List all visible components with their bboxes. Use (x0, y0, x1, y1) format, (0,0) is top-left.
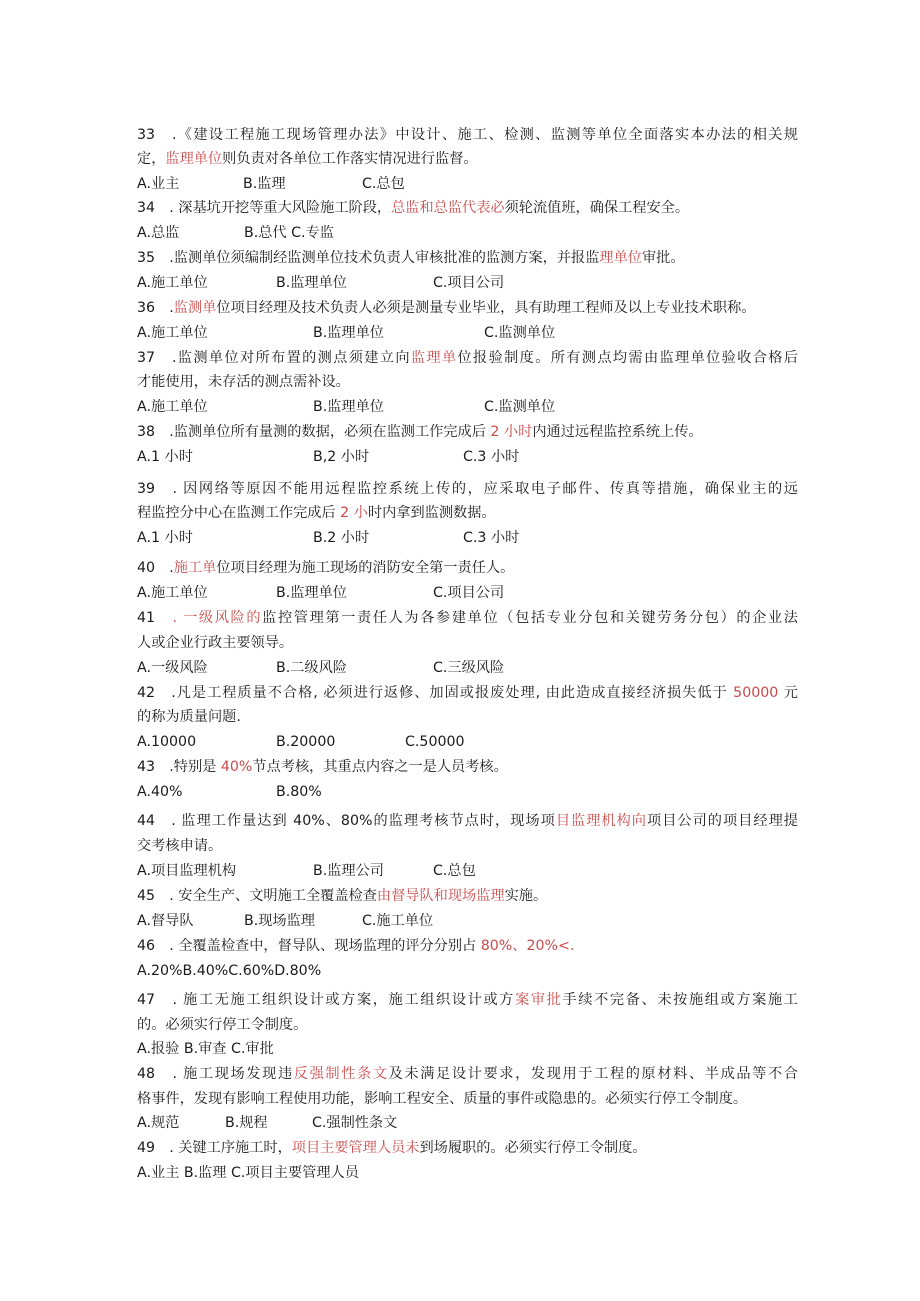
options-row (137, 731, 798, 753)
question-line (137, 607, 798, 629)
question-text: 定， (137, 151, 166, 167)
option-2: C.50000 (405, 734, 465, 750)
question-line (137, 810, 798, 832)
option-2: C.项目公司 (433, 585, 505, 601)
option-0: A.一级风险 (137, 660, 208, 676)
options-row (137, 396, 798, 418)
options-row (137, 910, 798, 932)
option-0: A.施工单位 (137, 275, 208, 291)
question-text: 元 (778, 685, 798, 701)
question-text: 位报验制度。所有测点均需由监理单位验收合格后 (457, 350, 798, 366)
question-text: 48 . 施工现场发现违 (137, 1066, 294, 1082)
option-0: A.规范 (137, 1115, 180, 1131)
question-line (137, 1137, 798, 1159)
question-text: 审批。 (641, 250, 685, 266)
question-line (137, 297, 798, 319)
question-text: 38 .监测单位所有量测的数据，必须在监测工作完成后 (137, 424, 491, 440)
answer-highlight: 40% (220, 759, 253, 775)
option-1: B.2 小时 (313, 530, 370, 546)
option-0: A.项目监理机构 (137, 863, 237, 879)
question-text: 44 . 监理工作量达到 40%、80%的监理考核节点时，现场项 (137, 813, 556, 829)
option-1: B.20000 (276, 734, 336, 750)
question-text: 监控管理第一责任人为各参建单位（包括专业分包和关键劳务分包）的企业法 (262, 610, 798, 626)
option-0: A.施工单位 (137, 325, 208, 341)
answer-highlight: 80%、20%<. (480, 938, 575, 954)
question-text: 节点考核，其重点内容之一是人员考核。 (252, 759, 508, 775)
answer-highlight: 理单位 (599, 250, 642, 266)
question-text: 交考核申请。 (137, 838, 223, 854)
question-line (137, 1088, 798, 1110)
question-line (137, 1014, 798, 1036)
option-0: A.40% (137, 784, 183, 800)
question-text: 45 . 安全生产、文明施工全覆盖检查 (137, 888, 377, 904)
question-line (137, 421, 798, 443)
question-text: 位项目经理为施工现场的消防安全第一责任人。 (216, 560, 515, 576)
option-1: B.监理 (243, 176, 286, 192)
options-row (137, 657, 798, 679)
question-line (137, 682, 798, 704)
question-line (137, 1063, 798, 1085)
options-row (137, 173, 798, 195)
option-1: B.监理单位 (276, 275, 347, 291)
answer-highlight: 项目主要管理人员未 (291, 1140, 420, 1156)
question-text: 到场履职的。必须实行停工令制度。 (419, 1140, 647, 1156)
question-line (137, 557, 798, 579)
answer-highlight: 由督导队和现场监理 (376, 888, 505, 904)
options-row (137, 781, 798, 803)
question-line (137, 706, 798, 728)
question-line (137, 347, 798, 369)
answer-highlight: 反强制性条文 (293, 1066, 389, 1082)
options-row (137, 527, 798, 549)
options-row (137, 272, 798, 294)
question-text: 须轮流值班，确保工程安全。 (504, 200, 690, 216)
answer-highlight: 目监理机构向 (555, 813, 648, 829)
option-2: C.监测单位 (484, 399, 556, 415)
options-row (137, 1112, 798, 1134)
answer-highlight: . 一级风险的 (172, 610, 263, 626)
question-text: 项目公司的项目经理提 (647, 813, 798, 829)
question-text: 46 . 全覆盖检查中，督导队、现场监理的评分分别占 (137, 938, 481, 954)
options-row (137, 1162, 798, 1184)
question-text: 则负责对各单位工作落实情况进行监督。 (222, 151, 478, 167)
question-text: 及未满足设计要求，发现用于工程的原材料、半成品等不合 (388, 1066, 798, 1082)
question-text: 的称为质量问题. (137, 709, 241, 725)
option-1: B.监理公司 (313, 863, 384, 879)
question-text: 37 .监测单位对所布置的测点须建立向 (137, 350, 411, 366)
option-2: C.三级风险 (433, 660, 505, 676)
question-line (137, 502, 798, 524)
question-text: 手续不完备、未按施组或方案施工 (562, 992, 798, 1008)
option-0: A.1 小时 (137, 530, 193, 546)
options-row (137, 446, 798, 468)
option-1: B.现场监理 (244, 913, 315, 929)
answer-highlight: 施工单 (173, 560, 217, 576)
question-text: 人或企业行政主要领导。 (137, 635, 294, 651)
option-0: A.施工单位 (137, 399, 208, 415)
answer-highlight: 案审批 (515, 992, 563, 1008)
option-0: A.业主 (137, 176, 180, 192)
options-row (137, 960, 798, 982)
option-2: C.施工单位 (362, 913, 434, 929)
question-text: 43 .特别是 (137, 759, 221, 775)
option-0: A.20%B.40%C.60%D.80% (137, 963, 322, 979)
answer-highlight: 监理单位 (165, 151, 223, 167)
question-text: 40 . (137, 560, 174, 576)
question-line (137, 989, 798, 1011)
answer-highlight: 监理单 (410, 350, 458, 366)
question-text: 47 . 施工无施工组织设计或方案，施工组织设计或方 (137, 992, 516, 1008)
question-line (137, 124, 798, 146)
question-text: 时内拿到监测数据。 (367, 505, 496, 521)
question-text: 35 .监测单位须编制经监测单位技术负责人审核批准的监测方案，并报监 (137, 250, 600, 266)
option-0: A.督导队 (137, 913, 194, 929)
options-row (137, 1038, 798, 1060)
question-line (137, 632, 798, 654)
answer-highlight: 50000 (733, 685, 779, 701)
option-1: B.总代 C.专监 (244, 225, 334, 241)
option-1: B,2 小时 (313, 449, 370, 465)
question-text: 实施。 (504, 888, 548, 904)
option-1: B.监理单位 (276, 585, 347, 601)
question-text: 36 . (137, 300, 174, 316)
question-line (137, 197, 798, 219)
question-text: 42 .凡是工程质量不合格, 必须进行返修、加固或报废处理, 由此造成直接经济损失低于 (137, 685, 734, 701)
question-text: 的。必须实行停工令制度。 (137, 1017, 308, 1033)
question-text: 才能使用，未存活的测点需补设。 (137, 374, 350, 390)
option-0: A.报验 B.审查 C.审批 (137, 1041, 274, 1057)
option-1: B.规程 (225, 1115, 268, 1131)
question-line (137, 885, 798, 907)
option-2: C.3 小时 (463, 530, 520, 546)
option-2: C.强制性条文 (312, 1115, 398, 1131)
option-0: A.总监 (137, 225, 180, 241)
options-row (137, 860, 798, 882)
question-text: 39 . 因网络等原因不能用远程监控系统上传的，应采取电子邮件、传真等措施，确保业主的远 (137, 481, 798, 497)
option-0: A.10000 (137, 734, 197, 750)
question-line (137, 935, 798, 957)
option-2: C.监测单位 (484, 325, 556, 341)
question-text: 程监控分中心在监测工作完成后 (137, 505, 341, 521)
question-text: 34 . 深基坑开挖等重大风险施工阶段， (137, 200, 392, 216)
option-0: A.施工单位 (137, 585, 208, 601)
option-1: B.监理单位 (313, 399, 384, 415)
options-row (137, 222, 798, 244)
answer-highlight: 2 小时 (490, 424, 533, 440)
option-0: A.1 小时 (137, 449, 193, 465)
answer-highlight: 2 小 (340, 505, 368, 521)
options-row (137, 322, 798, 344)
option-1: B.80% (276, 784, 322, 800)
option-2: C.项目公司 (433, 275, 505, 291)
question-line (137, 148, 798, 170)
option-1: B.二级风险 (276, 660, 347, 676)
option-2: C.3 小时 (463, 449, 520, 465)
answer-highlight: 总监和总监代表必 (391, 200, 505, 216)
option-2: C.总包 (433, 863, 476, 879)
question-line (137, 371, 798, 393)
option-1: B.监理单位 (313, 325, 384, 341)
question-line (137, 247, 798, 269)
question-text: 格事件，发现有影响工程使用功能，影响工程安全、质量的事件或隐患的。必须实行停工令制度。 (137, 1091, 748, 1107)
question-line (137, 756, 798, 778)
option-0: A.业主 B.监理 C.项目主要管理人员 (137, 1165, 359, 1181)
question-line (137, 478, 798, 500)
options-row (137, 582, 798, 604)
answer-highlight: 监测单 (173, 300, 217, 316)
option-2: C.总包 (362, 176, 405, 192)
question-text: 内通过远程监控系统上传。 (532, 424, 703, 440)
question-text: 41 (137, 610, 173, 626)
question-line (137, 835, 798, 857)
question-text: 位项目经理及技术负责人必须是测量专业毕业，具有助理工程师及以上专业技术职称。 (216, 300, 756, 316)
question-text: 33 .《建设工程施工现场管理办法》中设计、施工、检测、监测等单位全面落实本办法的相关规 (137, 127, 798, 143)
question-text: 49 . 关键工序施工时， (137, 1140, 292, 1156)
